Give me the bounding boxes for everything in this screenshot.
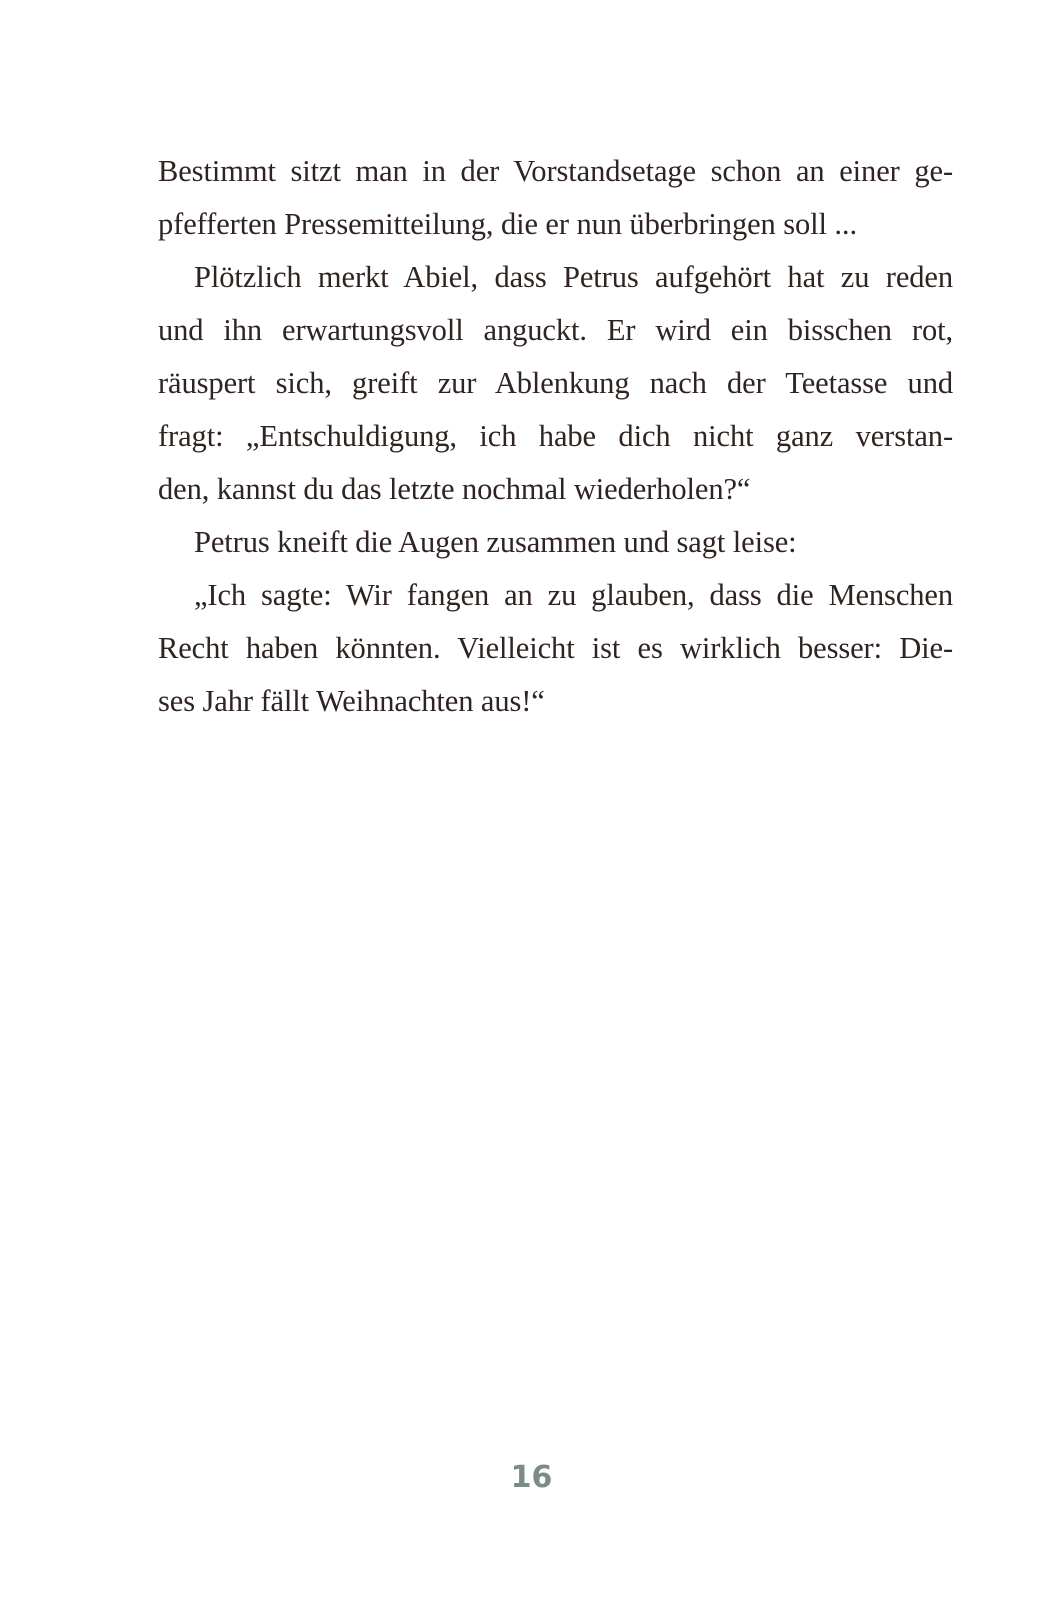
text-line: räuspert sich, greift zur Ablenkung nach der Teetasse und: [158, 366, 953, 400]
body-text: [158, 145, 953, 728]
text-line: „Ich sagte: Wir fangen an zu glauben, dass die Menschen: [194, 578, 953, 612]
text-line: pfefferten Pressemitteilung, die er nun überbringen soll ...: [158, 207, 857, 241]
text-line: ses Jahr fällt Weihnachten aus!“: [158, 684, 545, 718]
page-number: 16: [510, 1460, 553, 1495]
text-line: Petrus kneift die Augen zusammen und sagt leise:: [194, 525, 797, 559]
text-line: Plötzlich merkt Abiel, dass Petrus aufgehört hat zu reden: [194, 260, 953, 294]
text-line: Bestimmt sitzt man in der Vorstandsetage schon an einer ge-: [158, 154, 953, 188]
text-line: den, kannst du das letzte nochmal wiederholen?“: [158, 472, 751, 506]
text-line: Recht haben könnten. Vielleicht ist es wirklich besser: Die-: [158, 631, 953, 665]
text-line: fragt: „Entschuldigung, ich habe dich nicht ganz verstan-: [158, 419, 953, 453]
text-line: und ihn erwartungsvoll anguckt. Er wird ein bisschen rot,: [158, 313, 953, 347]
